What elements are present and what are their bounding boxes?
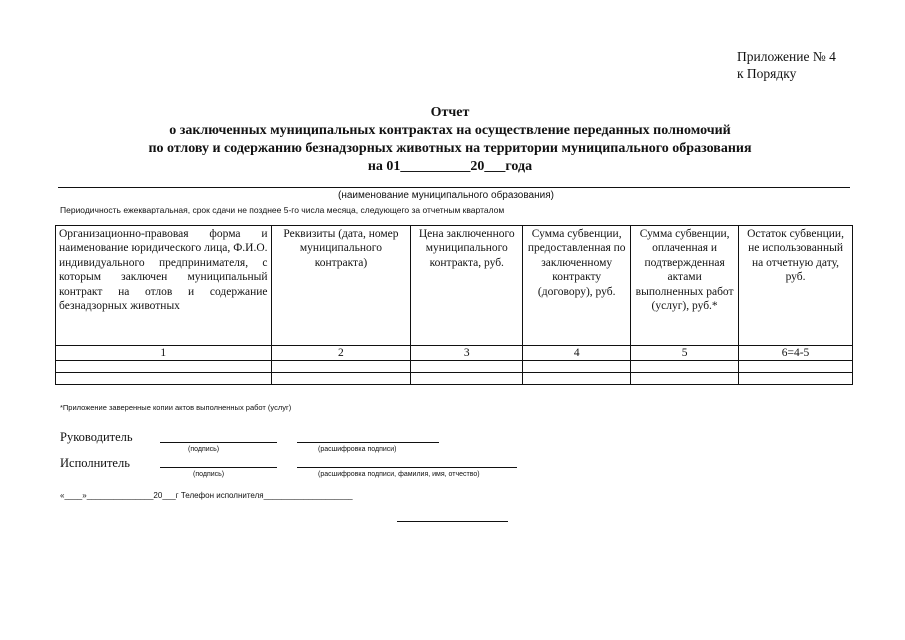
- municipality-line: [58, 187, 850, 188]
- executor-decoding-line[interactable]: [297, 467, 517, 468]
- header-organization: Организационно-правовая форма и наименование юридического лица, Ф.И.О. индивидуального предпринимателя, с которым заключен муниципальный контракт на отлов и содержание безнадзорных животных: [56, 226, 272, 346]
- table-cell[interactable]: [411, 361, 523, 373]
- appendix-reference: к Порядку: [737, 66, 797, 81]
- date-phone-line: «____»_______________20___г Телефон исполнителя____________________: [60, 491, 353, 500]
- table-cell[interactable]: [271, 361, 411, 373]
- table-cell[interactable]: [739, 361, 853, 373]
- report-title: [100, 104, 800, 176]
- title-line-2: о заключенных муниципальных контрактах на осуществление переданных полномочий: [169, 123, 731, 138]
- table-row: [56, 361, 853, 373]
- executor-decoding-caption: (расшифровка подписи, фамилия, имя, отчество): [318, 471, 480, 478]
- appendix-note: [737, 48, 836, 82]
- table-header-row: [56, 226, 853, 346]
- table-cell[interactable]: [739, 373, 853, 385]
- table-cell[interactable]: [271, 373, 411, 385]
- column-number: 2: [271, 346, 411, 361]
- table-cell[interactable]: [56, 373, 272, 385]
- executor-label: Исполнитель: [60, 456, 130, 470]
- periodicity-note: Периодичность ежеквартальная, срок сдачи не позднее 5-го числа месяца, следующего за отчетным кварталом: [60, 205, 505, 215]
- header-subsidy-balance: Остаток субвенции, не использованный на отчетную дату, руб.: [739, 226, 853, 346]
- head-decoding-caption: (расшифровка подписи): [318, 446, 397, 453]
- title-line-1: Отчет: [430, 105, 470, 120]
- table-cell[interactable]: [523, 373, 631, 385]
- bottom-blank-line: [397, 521, 508, 522]
- table-cell[interactable]: [631, 361, 739, 373]
- column-number: 4: [523, 346, 631, 361]
- table-row: [56, 373, 853, 385]
- head-decoding-line[interactable]: [297, 442, 439, 443]
- municipality-caption: (наименование муниципального образования): [338, 190, 554, 201]
- footnote: *Приложение заверенные копии актов выполненных работ (услуг): [60, 403, 292, 412]
- head-signature-caption: (подпись): [188, 446, 220, 453]
- column-number: 6=4-5: [739, 346, 853, 361]
- column-number: 3: [411, 346, 523, 361]
- appendix-number: Приложение № 4: [737, 49, 836, 64]
- column-number: 1: [56, 346, 272, 361]
- title-line-3: по отлову и содержанию безнадзорных животных на территории муниципального образования: [148, 141, 752, 156]
- report-table: [55, 225, 853, 385]
- table-cell[interactable]: [56, 361, 272, 373]
- table-number-row: [56, 346, 853, 361]
- header-contract-price: Цена заключенного муниципального контракта, руб.: [411, 226, 523, 346]
- table-cell[interactable]: [523, 361, 631, 373]
- header-contract-details: Реквизиты (дата, номер муниципального контракта): [271, 226, 411, 346]
- column-number: 5: [631, 346, 739, 361]
- title-line-4: на 01__________20___года: [367, 159, 533, 174]
- executor-signature-caption: (подпись): [193, 471, 225, 478]
- executor-signature-line[interactable]: [160, 467, 277, 468]
- header-subsidy-provided: Сумма субвенции, предоставленная по заключенному контракту (договору), руб.: [523, 226, 631, 346]
- table-cell[interactable]: [631, 373, 739, 385]
- header-subsidy-paid: Сумма субвенции, оплаченная и подтвержденная актами выполненных работ (услуг), руб.*: [631, 226, 739, 346]
- head-signature-line[interactable]: [160, 442, 277, 443]
- table-cell[interactable]: [411, 373, 523, 385]
- head-label: Руководитель: [60, 430, 133, 444]
